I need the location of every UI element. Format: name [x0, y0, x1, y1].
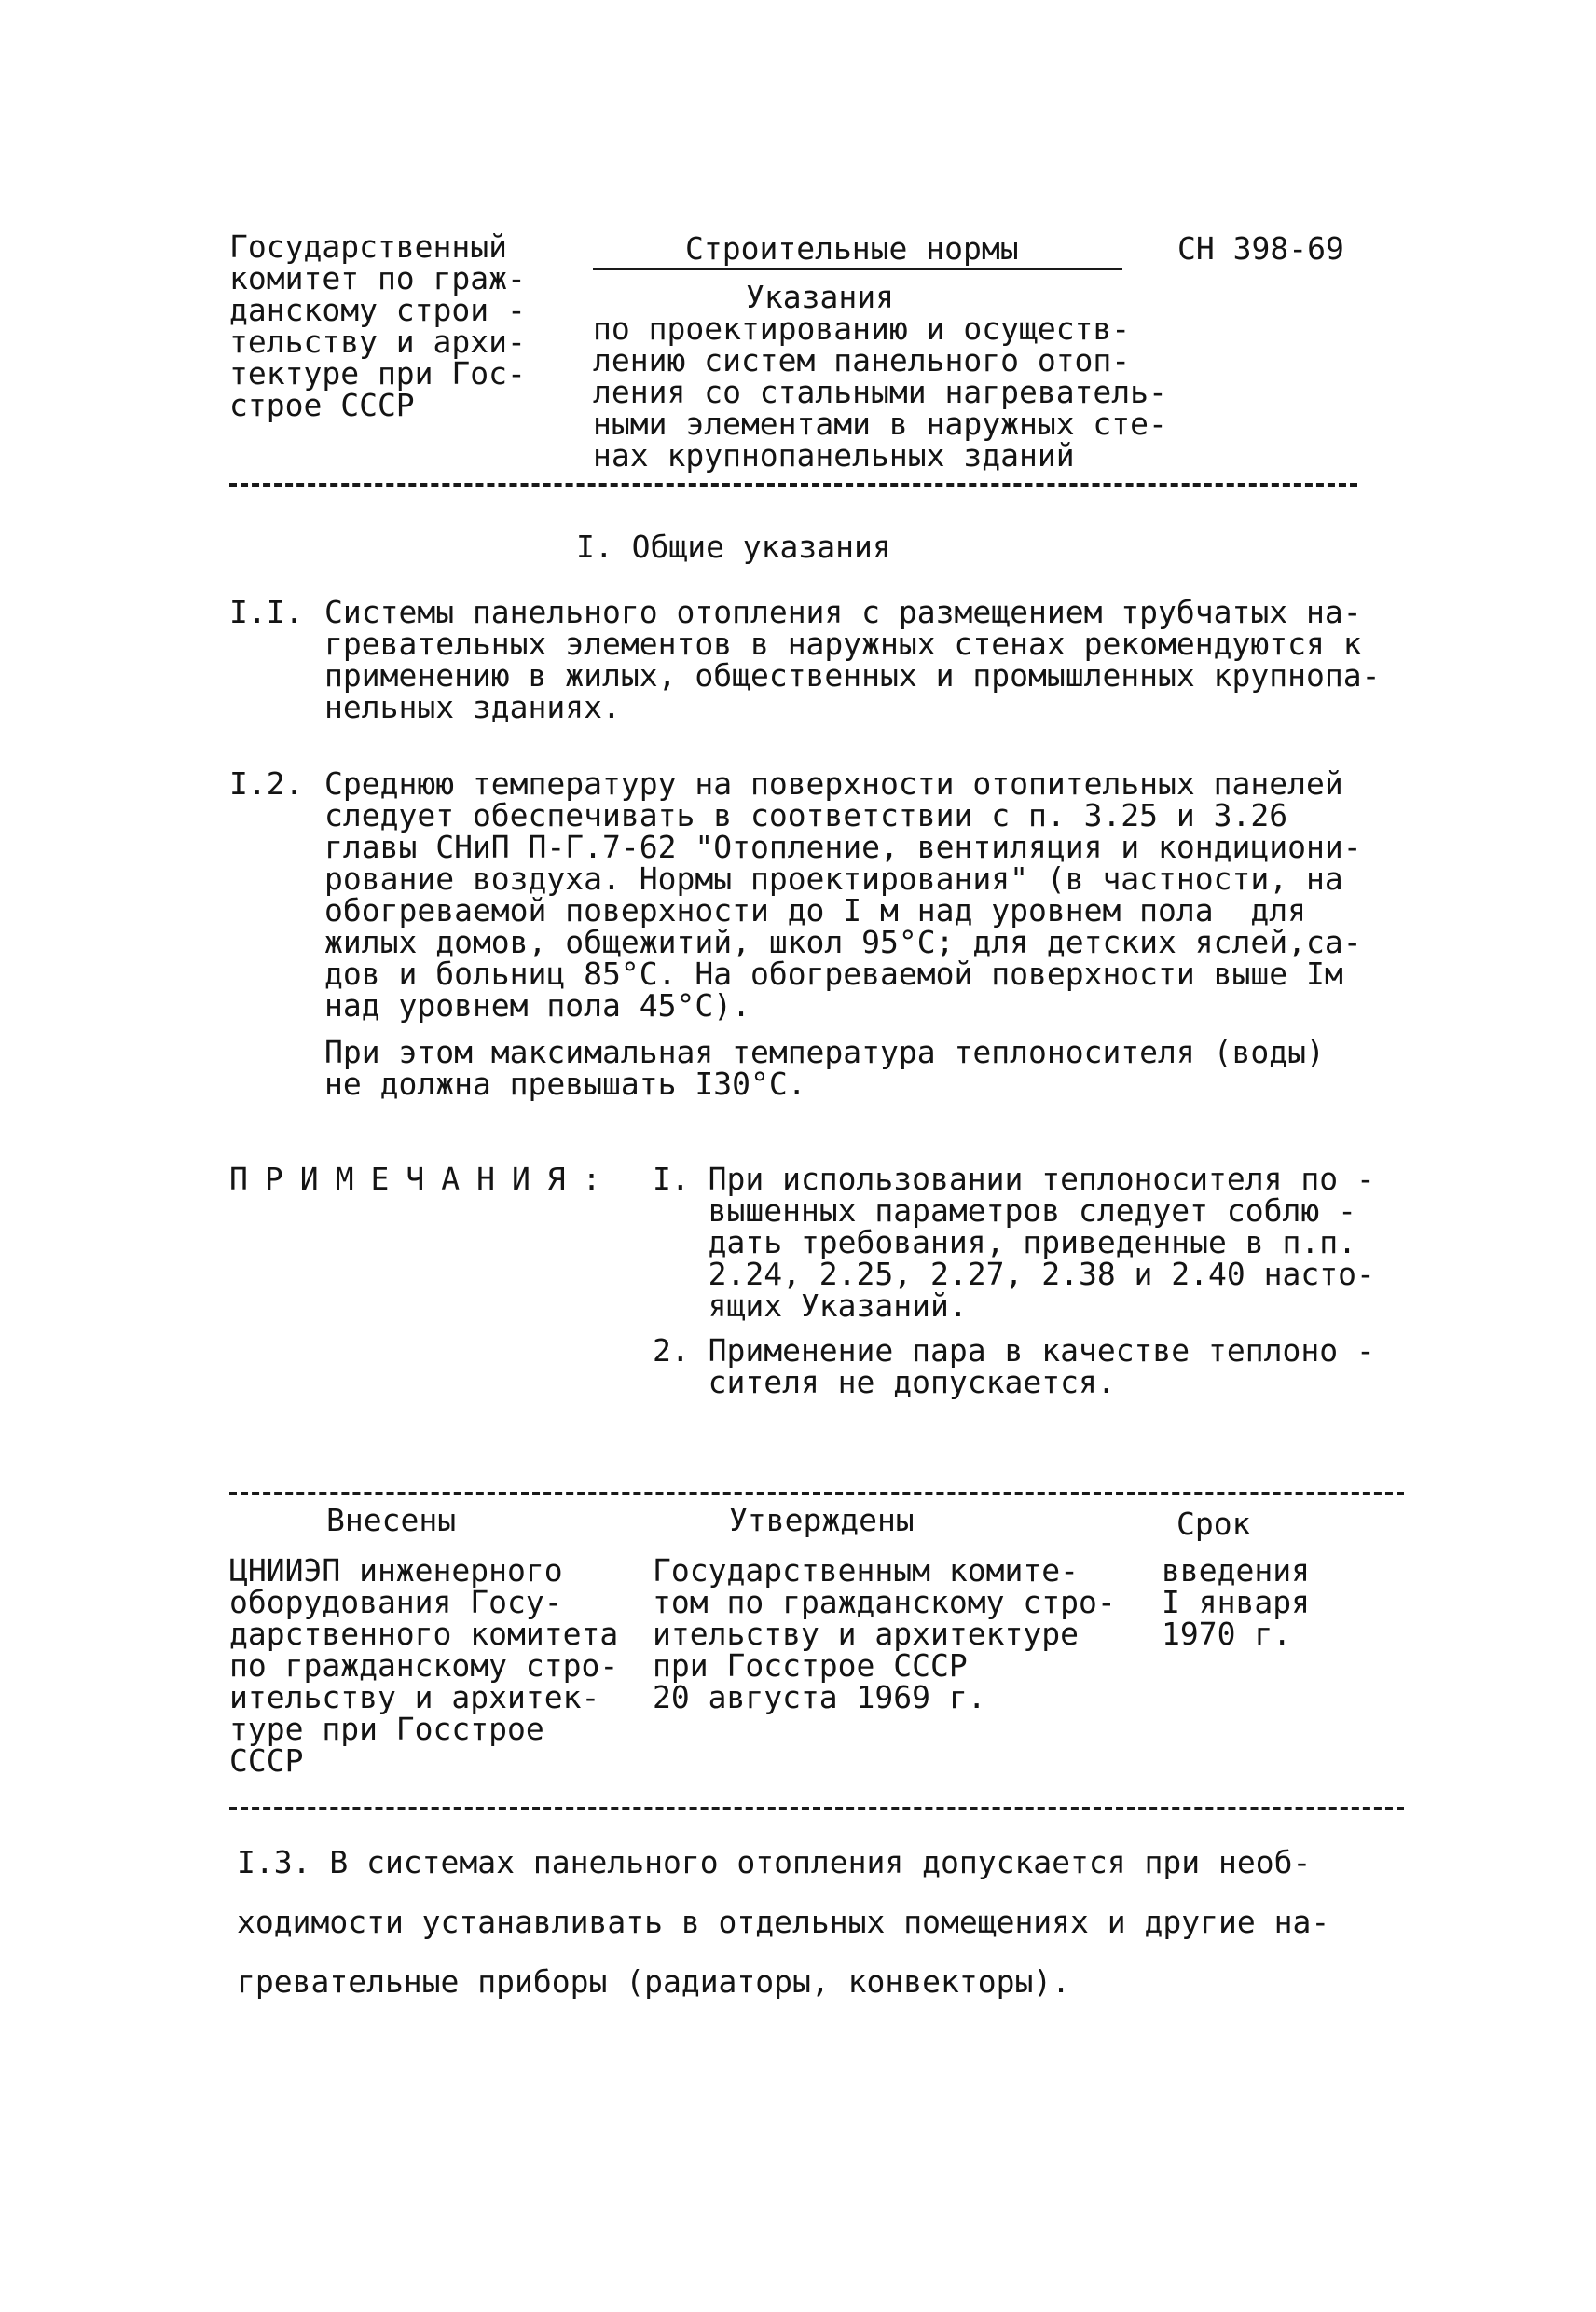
item-extra-text: При этом максимальная температура теплоносителя (воды) не должна превышать I30°С.	[324, 1034, 1325, 1102]
document-title: по проектированию и осуществ- лению систем панельного отоп- ления со стальными нагреватель- ными элементами в наружных сте- нах крупнопанельных зданий	[593, 310, 1167, 474]
cell-effective-date: введения I января 1970 г.	[1162, 1552, 1310, 1652]
footer-table-bottom-divider	[229, 1807, 1404, 1810]
cell-submitted-by: ЦНИИЭП инженерного оборудования Госу- дарственного комитета по гражданскому стро- ительству и архитек- туре при Госстрое СССР	[229, 1552, 619, 1779]
item-1-3-text: I.3. В системах панельного отопления допускается при необ- ходимости устанавливать в отдельных помещениях и другие на- гревательные приборы (радиаторы, конвекторы).	[237, 1844, 1330, 2000]
cell-approved-by: Государственным комите- том по гражданскому стро- ительству и архитектуре при Госстрое СССР 20 августа 1969 г.	[653, 1552, 1116, 1715]
note-item: 2. Применение пара в качестве теплоно - сителя не допускается.	[653, 1332, 1375, 1400]
item-number: I.I.	[229, 594, 304, 630]
issuing-committee: Государственный комитет по граж- данскому строи - тельству и архи- тектуре при Гос- строе СССР	[229, 228, 526, 423]
document-type: Строительные нормы	[685, 230, 1019, 267]
column-header-approved: Утверждены	[729, 1502, 915, 1538]
header-divider	[229, 483, 1357, 487]
column-header-term: Срок	[1176, 1506, 1251, 1542]
item-text: Среднюю температуру на поверхности отопительных панелей следует обеспечивать в соответствии с п. 3.25 и 3.26 главы СНиП П-Г.7-62 "Отопление, вентиляция и кондициони- рование воздуха. Нормы проектирования" (в частности, на обогреваемой поверхности до I м над уровнем пола для жилых домов, общежитий, школ 95°С; для детских яслей,са- дов и больниц 85°С. На обогреваемой поверхности выше Iм над уровнем пола 45°С).	[324, 765, 1362, 1024]
notes-label: ПРИМЕЧАНИЯ:	[229, 1161, 618, 1197]
item-number: I.2.	[229, 765, 304, 802]
column-header-submitted: Внесены	[326, 1502, 457, 1538]
document-type-underline	[593, 268, 1122, 270]
footer-table-top-divider	[229, 1492, 1404, 1495]
document-code: СН 398-69	[1177, 230, 1344, 267]
item-text: Системы панельного отопления с размещением трубчатых на- гревательных элементов в наружных стенах рекомендуются к применению в жилых, общественных и промышленных крупнопа- нельных зданиях.	[324, 594, 1381, 725]
title-word: Указания	[746, 279, 894, 315]
section-title: I. Общие указания	[576, 529, 891, 565]
note-item: I. При использовании теплоносителя по - вышенных параметров следует соблю - дать требования, приведенные в п.п. 2.24, 2.25, 2.27, 2.38 и 2.40 насто- ящих Указаний.	[653, 1161, 1375, 1324]
